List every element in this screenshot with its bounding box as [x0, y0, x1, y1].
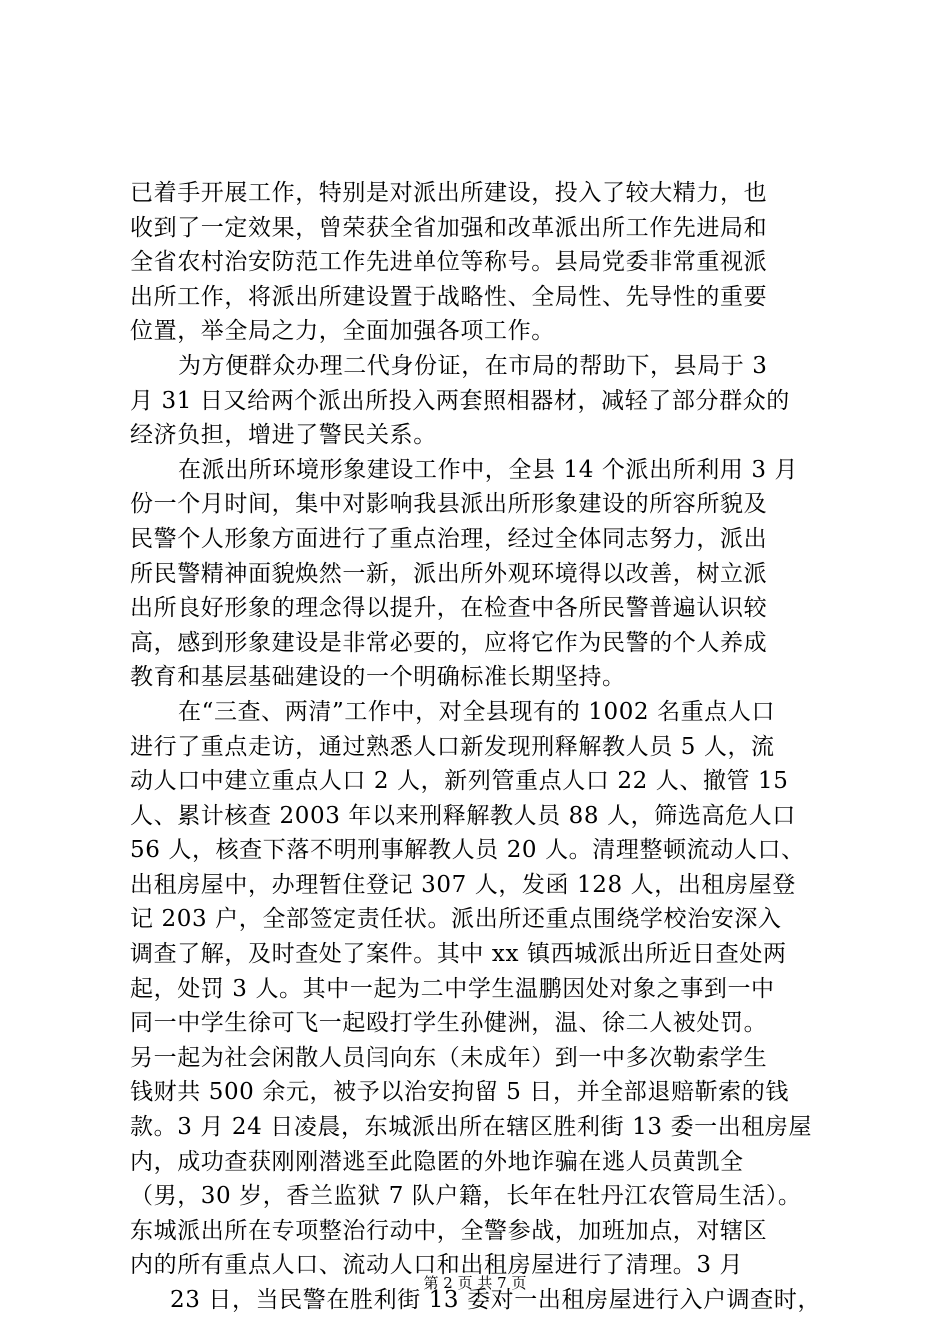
text-line: 内的所有重点人口、流动人口和出租房屋进行了清理。3 月: [130, 1252, 744, 1279]
text-line: 动人口中建立重点人口 2 人，新列管重点人口 22 人、撤管 15: [130, 768, 789, 795]
text-line: 份一个月时间，集中对影响我县派出所形象建设的所容所貌及: [130, 491, 768, 518]
text-line: 民警个人形象方面进行了重点治理，经过全体同志努力，派出: [130, 525, 768, 552]
text-line: 另一起为社会闲散人员闫向东（未成年）到一中多次勒索学生: [130, 1044, 768, 1071]
text-line: 出所良好形象的理念得以提升，在检查中各所民警普遍认识较: [130, 595, 768, 622]
text-line: 已着手开展工作，特别是对派出所建设，投入了较大精力，也: [130, 180, 768, 206]
text-line: 所民警精神面貌焕然一新，派出所外观环境得以改善，树立派: [130, 560, 768, 587]
text-line: 出租房屋中，办理暂住登记 307 人，发函 128 人，出租房屋登: [130, 871, 796, 898]
text-line: 款。3 月 24 日凌晨，东城派出所在辖区胜利街 13 委一出租房屋: [130, 1114, 813, 1141]
text-line: 进行了重点走访，通过熟悉人口新发现刑释解教人员 5 人，流: [130, 733, 775, 760]
paragraph-start-line: 为方便群众办理二代身份证，在市局的帮助下，县局于 3: [178, 352, 768, 379]
text-line: 同一中学生徐可飞一起殴打学生孙健洲，温、徐二人被处罚。: [130, 1010, 768, 1037]
text-line: 内，成功查获刚刚潜逃至此隐匿的外地诈骗在逃人员黄凯全: [130, 1148, 744, 1175]
text-line: 高，感到形象建设是非常必要的，应将它作为民警的个人养成: [130, 629, 768, 656]
text-line: 教育和基层基础建设的一个明确标准长期坚持。: [130, 664, 626, 691]
text-line: 人、累计核查 2003 年以来刑释解教人员 88 人，筛选高危人口: [130, 802, 796, 829]
text-line: 调查了解，及时查处了案件。其中 xx 镇西城派出所近日查处两: [130, 941, 787, 968]
text-line: 出所工作，将派出所建设置于战略性、全局性、先导性的重要: [130, 283, 768, 310]
text-line: 56 人，核查下落不明刑事解教人员 20 人。清理整顿流动人口、: [130, 837, 805, 864]
paragraph-start-line: 23 日，当民警在胜利街 13 委对一出租房屋进行入户调查时，: [170, 1287, 822, 1313]
text-line: 起，处罚 3 人。其中一起为二中学生温鹏因处对象之事到一中: [130, 975, 775, 1002]
text-line: 东城派出所在专项整治行动中，全警参战，加班加点，对辖区: [130, 1217, 768, 1244]
page-number-footer: 第 2 页 共 7 页: [423, 1274, 527, 1292]
text-line: （男，30 岁，香兰监狱 7 队户籍，长年在牡丹江农管局生活）。: [130, 1183, 802, 1210]
text-line: 收到了一定效果，曾荣获全省加强和改革派出所工作先进局和: [130, 214, 768, 241]
paragraph-start-line: 在派出所环境形象建设工作中，全县 14 个派出所利用 3 月: [178, 456, 799, 483]
text-line: 经济负担，增进了警民关系。: [130, 422, 437, 449]
text-line: 全省农村治安防范工作先进单位等称号。县局党委非常重视派: [130, 249, 768, 276]
text-line: 位置，举全局之力，全面加强各项工作。: [130, 318, 555, 345]
text-line: 钱财共 500 余元，被予以治安拘留 5 日，并全部退赔靳索的钱: [130, 1079, 789, 1106]
text-line: 记 203 户，全部签定责任状。派出所还重点围绕学校治安深入: [130, 906, 782, 933]
body-text: [130, 176, 830, 1318]
paragraph-start-line: 在“三查、两清”工作中，对全县现有的 1002 名重点人口: [178, 698, 776, 725]
text-line: 月 31 日又给两个派出所投入两套照相器材，减轻了部分群众的: [130, 387, 790, 414]
